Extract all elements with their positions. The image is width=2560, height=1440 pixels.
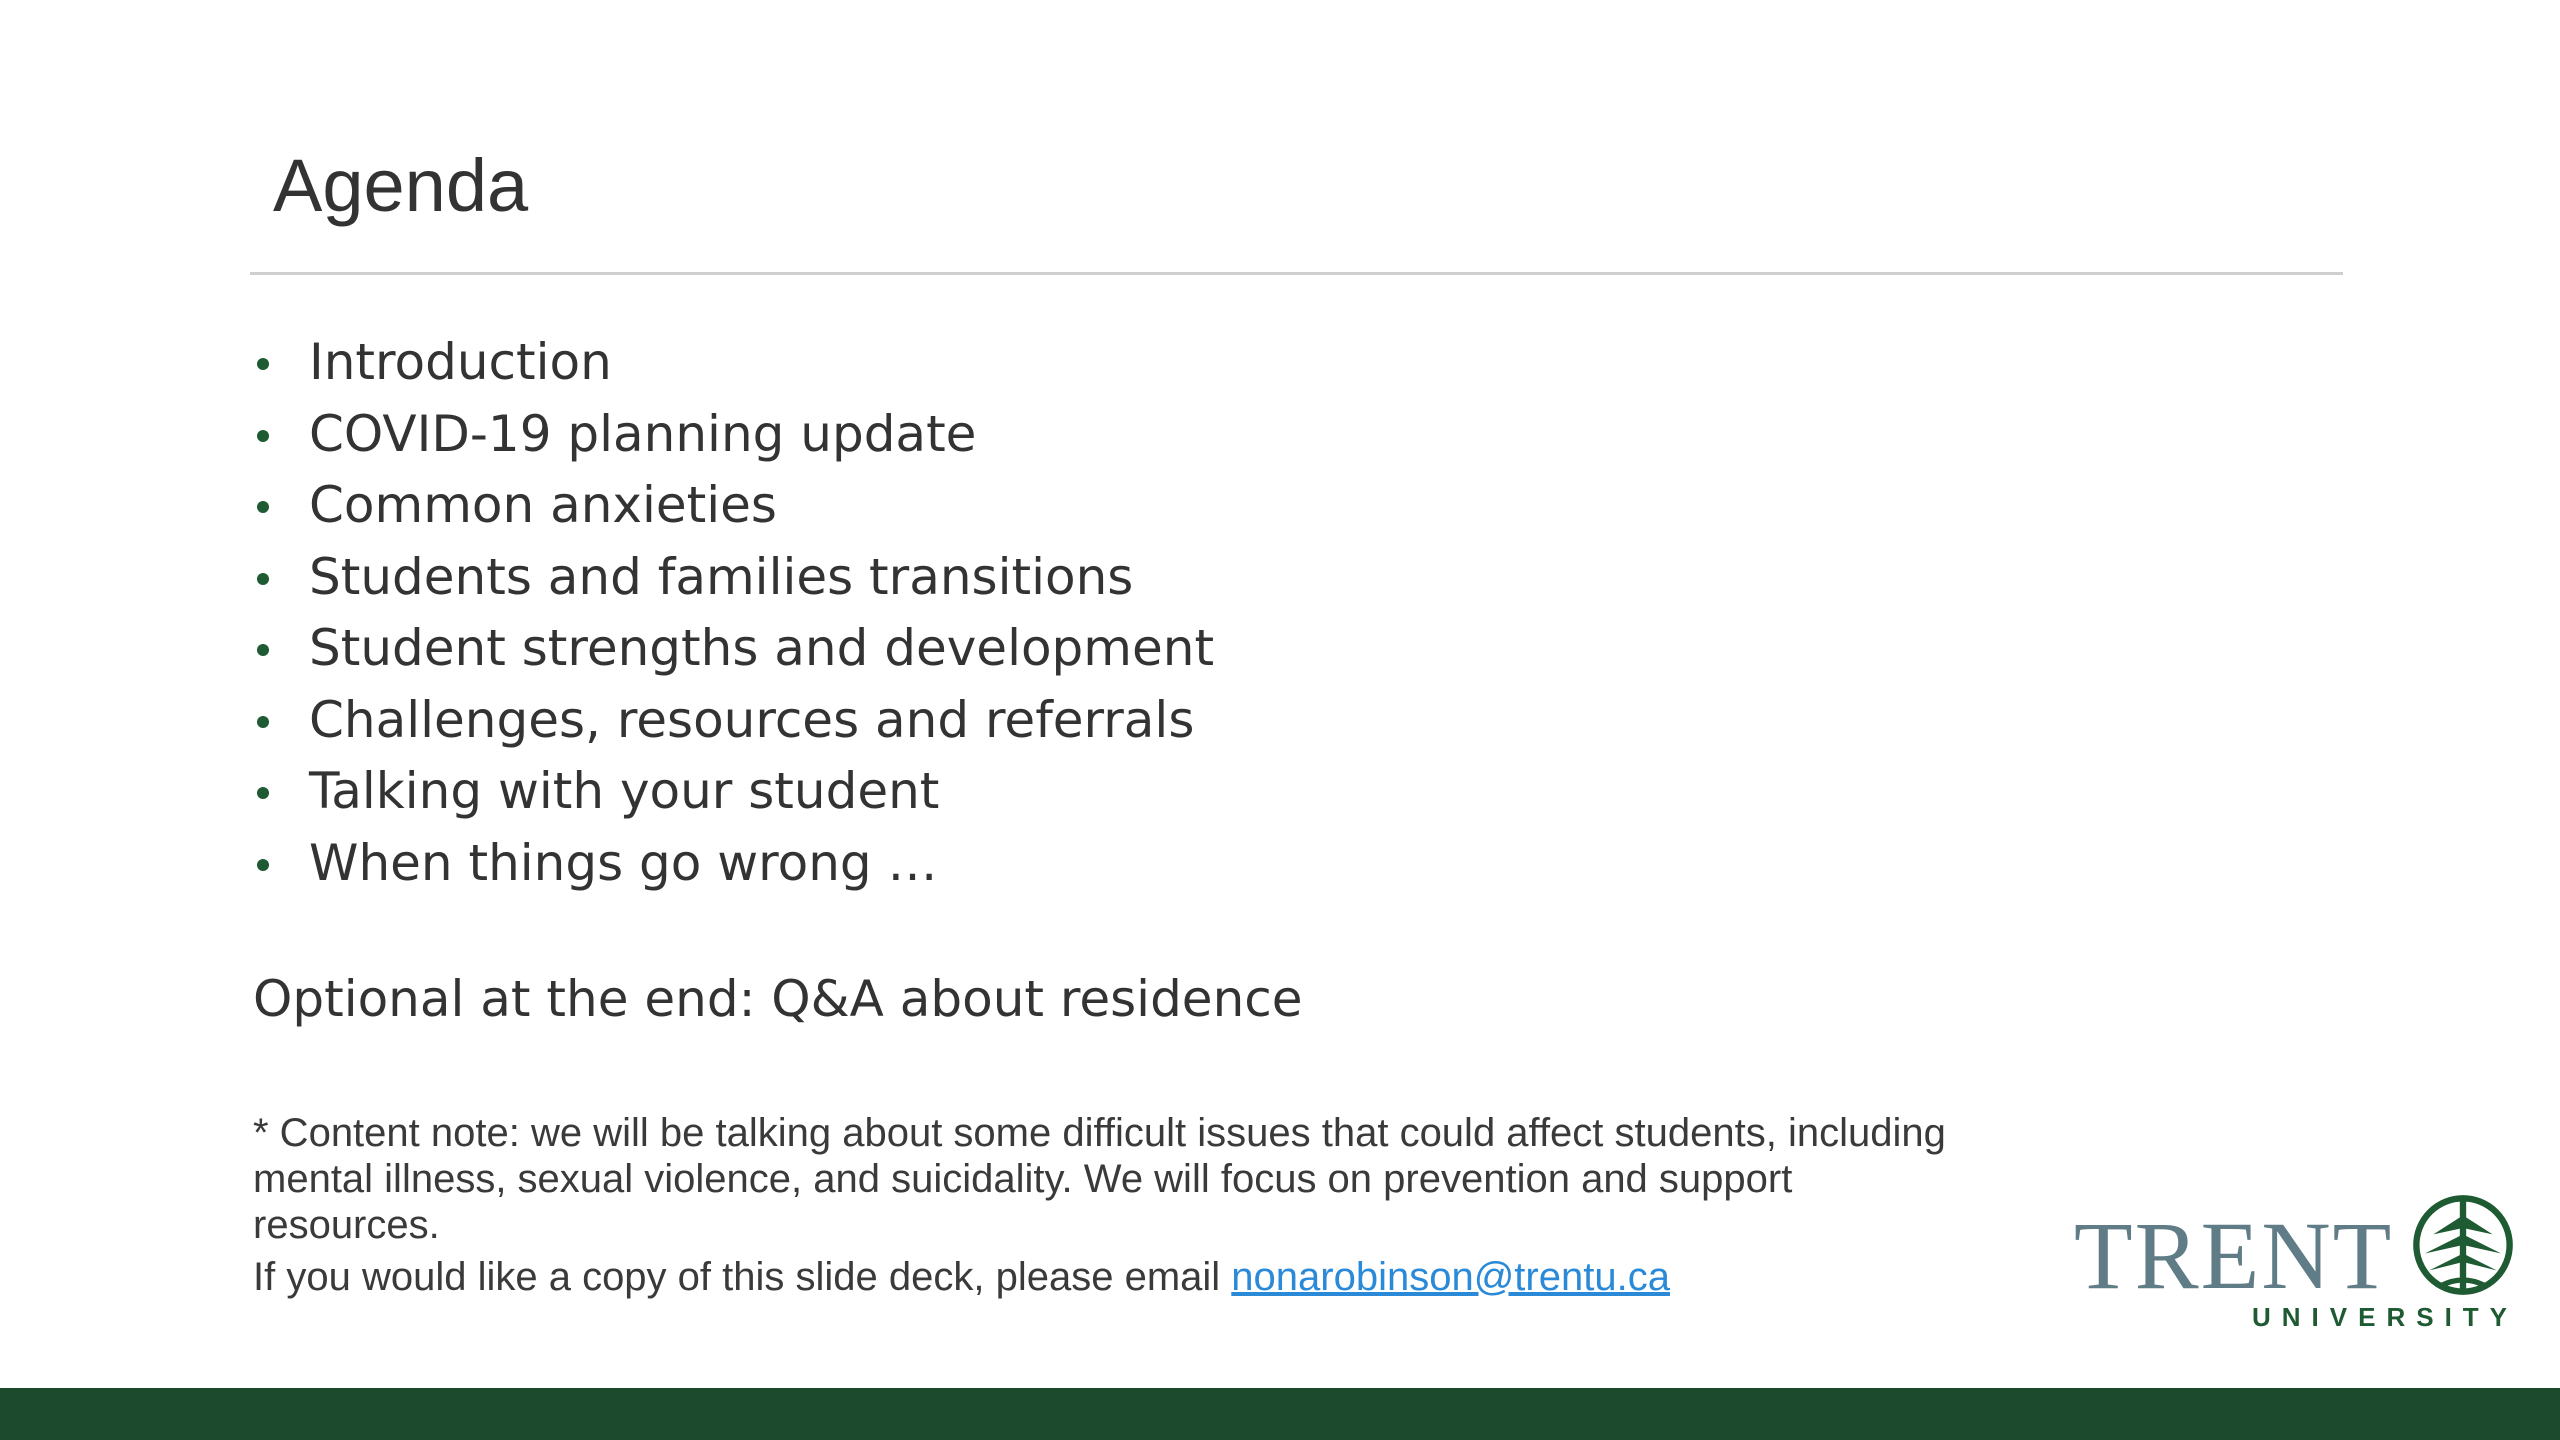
bullet-dot-icon	[257, 644, 269, 656]
agenda-item-label: Introduction	[309, 333, 612, 391]
bullet-dot-icon	[257, 859, 269, 871]
bullet-dot-icon	[257, 787, 269, 799]
bullet-dot-icon	[257, 358, 269, 370]
footer-bar	[0, 1388, 2560, 1440]
agenda-item	[250, 828, 1214, 900]
agenda-item-label: Students and families transitions	[309, 547, 1134, 606]
agenda-item-label: Talking with your student	[309, 762, 940, 820]
optional-qa-note: Optional at the end: Q&A about residence	[253, 970, 1303, 1028]
title-divider	[250, 272, 2343, 275]
agenda-item	[250, 685, 1214, 757]
agenda-item	[250, 756, 1214, 828]
logo-subtitle: UNIVERSITY	[2252, 1302, 2519, 1332]
trent-university-logo	[2070, 1188, 2520, 1338]
copy-request-line	[253, 1254, 1670, 1300]
content-note: * Content note: we will be talking about some difficult issues that could affect students, including mental illness, sexual violence, and suicidality. We will focus on prevention and support resources.	[253, 1111, 1946, 1247]
trent-tree-emblem-icon	[2410, 1192, 2516, 1298]
agenda-list	[250, 327, 1214, 899]
agenda-item-label: When things go wrong …	[309, 833, 938, 892]
bullet-dot-icon	[257, 501, 269, 513]
agenda-item	[250, 327, 1214, 399]
slide-title: Agenda	[273, 144, 529, 227]
agenda-item	[250, 399, 1214, 471]
agenda-item	[250, 470, 1214, 542]
agenda-item-label: COVID-19 planning update	[309, 404, 977, 463]
email-link[interactable]: nonarobinson@trentu.ca	[1231, 1255, 1670, 1299]
bullet-dot-icon	[257, 573, 269, 585]
bullet-dot-icon	[257, 716, 269, 728]
agenda-item	[250, 542, 1214, 614]
bullet-dot-icon	[257, 430, 269, 442]
agenda-item-label: Challenges, resources and referrals	[309, 690, 1195, 749]
agenda-item	[250, 613, 1214, 685]
agenda-item-label: Common anxieties	[309, 476, 777, 534]
agenda-item-label: Student strengths and development	[309, 619, 1215, 677]
copy-request-text: If you would like a copy of this slide deck, please email	[253, 1255, 1232, 1299]
logo-wordmark: TRENT	[2074, 1202, 2394, 1309]
